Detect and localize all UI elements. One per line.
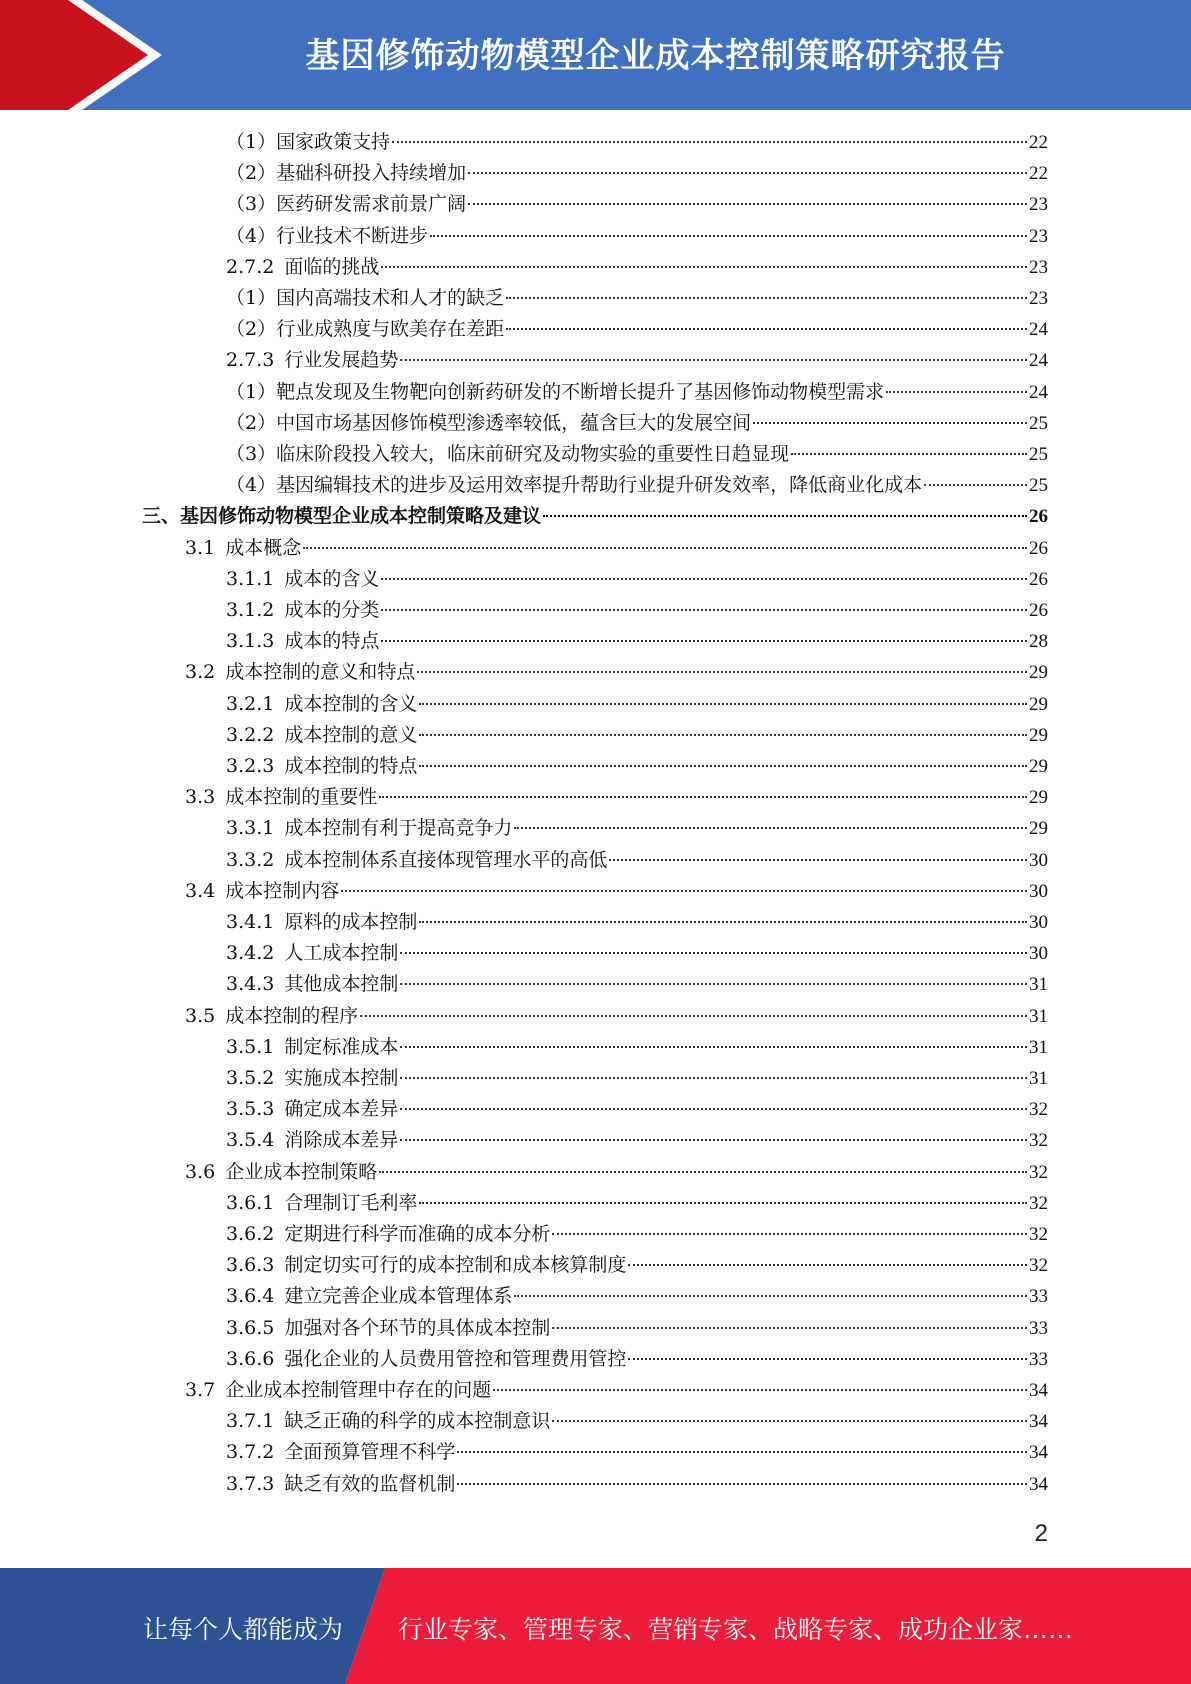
toc-entry-title: 临床阶段投入较大，临床前研究及动物实验的重要性日趋显现 (276, 443, 790, 465)
toc-entry-title: 成本控制的特点 (284, 755, 418, 777)
toc-entry-page: 31 (1029, 1068, 1048, 1089)
toc-entry-number: 3.7.3 (226, 1472, 275, 1495)
toc-entry-page: 25 (1029, 444, 1048, 465)
toc-entry[interactable] (226, 345, 1048, 376)
toc-dot-leader (609, 858, 1027, 861)
toc-entry-title: 制定切实可行的成本控制和成本核算制度 (284, 1254, 627, 1277)
toc-entry-page: 33 (1029, 1348, 1048, 1370)
toc-dot-leader (400, 1107, 1027, 1110)
toc-dot-leader (400, 951, 1027, 954)
toc-entry-page: 23 (1029, 256, 1048, 278)
toc-entry-number: 3.1.3 (226, 630, 275, 653)
toc-dot-leader (379, 795, 1027, 798)
toc-dot-leader (430, 234, 1027, 237)
toc-entry-number: 3.5.2 (226, 1067, 275, 1089)
toc-entry[interactable] (226, 283, 1048, 314)
toc-dot-leader (400, 1138, 1027, 1141)
toc-entry-title: 行业发展趋势 (284, 349, 399, 372)
toc-entry-title: 人工成本控制 (284, 942, 399, 965)
toc-entry-number: （3） (226, 443, 277, 465)
toc-entry-title: 建立完善企业成本管理体系 (284, 1285, 513, 1308)
toc-entry-number: 2.7.3 (226, 349, 275, 372)
toc-entry-title: 成本的分类 (284, 599, 380, 621)
toc-dot-leader (360, 1014, 1027, 1017)
toc-entry-page: 26 (1029, 506, 1048, 528)
toc-dot-leader (493, 1388, 1027, 1391)
toc-entry-title: 企业成本控制管理中存在的问题 (225, 1379, 492, 1401)
page-number: 2 (1034, 1520, 1048, 1547)
toc-dot-leader (419, 1201, 1027, 1204)
toc-entry-page: 26 (1029, 537, 1048, 559)
toc-entry-title: 基因编辑技术的进步及运用效率提升帮助行业提升研发效率，降低商业化成本 (276, 474, 923, 497)
toc-dot-leader (392, 140, 1027, 143)
toc-dot-leader (400, 982, 1027, 985)
toc-entry-page: 30 (1029, 849, 1048, 871)
toc-entry[interactable] (185, 1001, 1048, 1032)
toc-entry-page: 32 (1029, 1192, 1048, 1214)
toc-entry[interactable] (185, 782, 1048, 813)
toc-entry-page: 30 (1029, 943, 1048, 965)
toc-entry-number: 3.5.4 (226, 1129, 275, 1152)
toc-entry-page: 32 (1029, 1255, 1048, 1277)
toc-entry[interactable] (226, 1219, 1048, 1250)
toc-entry-page: 34 (1029, 1473, 1048, 1495)
toc-entry-number: 3.5 (185, 1004, 216, 1027)
toc-entry[interactable] (226, 1437, 1048, 1468)
toc-dot-leader (379, 1170, 1027, 1173)
toc-entry-page: 33 (1029, 1286, 1048, 1308)
toc-entry-page: 32 (1029, 1130, 1048, 1152)
toc-entry-page: 28 (1029, 631, 1048, 653)
toc-dot-leader (419, 702, 1027, 705)
toc-dot-leader (924, 483, 1027, 486)
toc-entry[interactable] (226, 314, 1048, 345)
toc-dot-leader (552, 1419, 1027, 1422)
toc-dot-leader (791, 452, 1027, 455)
toc-entry-title: 成本控制的重要性 (225, 786, 378, 809)
toc-entry-number: 3.2 (185, 661, 216, 684)
toc-entry-page: 22 (1029, 132, 1048, 153)
toc-entry-number: 3.3.1 (226, 817, 275, 840)
toc-entry-title: 成本控制的意义 (284, 723, 418, 746)
toc-entry-title: 成本控制的程序 (225, 1004, 359, 1027)
toc-entry-number: 3.3.2 (226, 848, 275, 871)
toc-entry-number: （2） (226, 162, 277, 185)
toc-entry-number: 3.6.3 (226, 1254, 275, 1277)
toc-entry[interactable] (226, 1406, 1048, 1437)
toc-entry-title: 成本控制有利于提高竞争力 (284, 817, 513, 840)
toc-entry-number: （2） (226, 318, 277, 341)
toc-entry[interactable] (226, 1032, 1048, 1063)
toc-entry-number: （3） (226, 193, 277, 216)
toc-entry-number: 3.5.1 (226, 1035, 275, 1058)
toc-entry-page: 29 (1029, 818, 1048, 840)
toc-entry[interactable] (226, 1313, 1048, 1344)
toc-entry-number: 三、 (142, 505, 181, 528)
toc-entry-title: 企业成本控制策略 (225, 1160, 378, 1183)
toc-dot-leader (341, 889, 1027, 892)
toc-entry-number: 3.6.6 (226, 1347, 275, 1370)
toc-entry-page: 33 (1029, 1317, 1048, 1339)
toc-entry-number: 3.7 (185, 1379, 216, 1401)
toc-entry-page: 22 (1029, 163, 1048, 185)
toc-entry-number: 3.6.5 (226, 1316, 275, 1339)
toc-entry-number: 3.6.2 (226, 1223, 275, 1245)
toc-entry-title: 基础科研投入持续增加 (276, 162, 467, 185)
toc-entry[interactable] (185, 876, 1048, 907)
toc-entry-number: （1） (226, 380, 277, 403)
toc-entry-title: 中国市场基因修饰模型渗透率较低，蕴含巨大的发展空间 (276, 411, 752, 434)
toc-entry-page: 23 (1029, 194, 1048, 216)
toc-entry-title: 强化企业的人员费用管控和管理费用管控 (284, 1347, 627, 1370)
footer-slogan-left: 让每个人都能成为 (143, 1615, 344, 1644)
toc-entry[interactable] (226, 751, 1048, 782)
toc-entry-title: 确定成本差异 (284, 1098, 399, 1121)
toc-entry-page: 31 (1029, 1036, 1048, 1058)
toc-entry-title: 基因修饰动物模型企业成本控制策略及建议 (180, 505, 542, 528)
toc-entry-number: 3.4.3 (226, 973, 275, 996)
toc-entry-number: 3.6.4 (226, 1285, 275, 1308)
toc-entry[interactable] (226, 907, 1048, 938)
toc-dot-leader (419, 733, 1027, 736)
toc-entry-title: 原料的成本控制 (284, 911, 418, 933)
toc-entry-page: 34 (1029, 1380, 1048, 1401)
toc-entry-number: 3.1 (185, 536, 216, 559)
toc-dot-leader (400, 1076, 1027, 1079)
toc-entry-title: 成本控制内容 (225, 879, 340, 902)
toc-entry-number: 3.4.1 (226, 911, 275, 933)
page-header (0, 0, 1191, 110)
toc-entry[interactable] (185, 1157, 1048, 1188)
toc-entry[interactable] (226, 1063, 1048, 1094)
toc-dot-leader (506, 327, 1027, 330)
toc-entry-title: 行业技术不断进步 (276, 224, 429, 247)
toc-entry-title: 缺乏有效的监督机制 (284, 1472, 456, 1495)
toc-entry-page: 29 (1029, 756, 1048, 777)
toc-entry[interactable] (226, 221, 1048, 252)
toc-entry[interactable] (226, 1125, 1048, 1156)
toc-entry-number: 3.6.1 (226, 1191, 275, 1214)
toc-entry[interactable] (226, 813, 1048, 844)
toc-entry-page: 32 (1029, 1161, 1048, 1183)
toc-dot-leader (468, 171, 1027, 174)
toc-entry[interactable] (185, 533, 1048, 564)
toc-dot-leader (506, 296, 1027, 299)
toc-entry[interactable] (226, 377, 1048, 408)
toc-entry-number: 3.2.3 (226, 755, 275, 777)
toc-dot-leader (457, 1450, 1027, 1453)
toc-entry[interactable] (226, 689, 1048, 720)
toc-entry-title: 缺乏正确的科学的成本控制意识 (284, 1410, 551, 1433)
toc-entry-number: 3.2.2 (226, 723, 275, 746)
toc-entry-number: 2.7.2 (226, 255, 275, 278)
toc-dot-leader (417, 670, 1027, 673)
toc-entry[interactable] (226, 127, 1048, 158)
toc-entry[interactable] (226, 252, 1048, 283)
toc-entry[interactable] (226, 1250, 1048, 1281)
toc-entry-page: 29 (1029, 724, 1048, 746)
toc-entry[interactable] (142, 501, 1048, 532)
toc-entry-page: 23 (1029, 225, 1048, 247)
toc-dot-leader (381, 265, 1027, 268)
report-title: 基因修饰动物模型企业成本控制策略研究报告 (305, 36, 1006, 76)
toc-dot-leader (886, 390, 1027, 393)
toc-entry-title: 消除成本差异 (284, 1129, 399, 1152)
toc-entry-page: 29 (1029, 787, 1048, 809)
toc-dot-leader (419, 764, 1027, 767)
toc-entry-title: 面临的挑战 (284, 255, 380, 278)
toc-entry-page: 29 (1029, 693, 1048, 715)
toc-entry[interactable] (226, 595, 1048, 626)
toc-entry-page: 31 (1029, 974, 1048, 996)
toc-dot-leader (419, 920, 1027, 923)
toc-dot-leader (468, 202, 1027, 205)
toc-dot-leader (400, 1045, 1027, 1048)
toc-entry[interactable] (226, 1281, 1048, 1312)
toc-entry-page: 29 (1029, 662, 1048, 684)
toc-entry-title: 成本概念 (225, 536, 302, 559)
toc-entry-page: 34 (1029, 1442, 1048, 1464)
toc-entry[interactable] (226, 1469, 1048, 1500)
toc-entry-page: 24 (1029, 381, 1048, 403)
toc-entry-page: 25 (1029, 475, 1048, 497)
toc-entry-number: （4） (226, 474, 277, 497)
toc-entry-page: 26 (1029, 568, 1048, 590)
toc-entry[interactable] (226, 408, 1048, 439)
toc-dot-leader (381, 608, 1027, 611)
toc-entry-page: 24 (1029, 319, 1048, 341)
toc-entry[interactable] (226, 969, 1048, 1000)
toc-entry-number: （1） (226, 131, 277, 153)
toc-entry-title: 成本的含义 (284, 567, 380, 590)
toc-entry[interactable] (185, 657, 1048, 688)
toc-entry-title: 成本控制的含义 (284, 692, 418, 715)
toc-entry-title: 定期进行科学而准确的成本分析 (284, 1223, 551, 1245)
toc-entry-title: 国内高端技术和人才的缺乏 (276, 287, 505, 309)
toc-entry[interactable] (226, 189, 1048, 220)
toc-entry-number: 3.1.1 (226, 567, 275, 590)
toc-entry-page: 32 (1029, 1099, 1048, 1121)
toc-entry[interactable] (226, 720, 1048, 751)
toc-entry-title: 成本控制的意义和特点 (225, 661, 416, 684)
toc-entry-title: 国家政策支持 (276, 131, 391, 153)
toc-entry-title: 成本控制体系直接体现管理水平的高低 (284, 848, 608, 871)
toc-entry-number: （4） (226, 224, 277, 247)
toc-dot-leader (552, 1326, 1027, 1329)
toc-entry-number: 3.1.2 (226, 599, 275, 621)
toc-entry[interactable] (226, 938, 1048, 969)
footer-slogan-right: 行业专家、管理专家、营销专家、战略专家、成功企业家…… (398, 1615, 1074, 1644)
toc-entry-page: 23 (1029, 288, 1048, 309)
toc-entry-title: 成本的特点 (284, 630, 380, 653)
toc-entry-page: 32 (1029, 1224, 1048, 1245)
toc-entry-page: 25 (1029, 412, 1048, 434)
toc-entry-number: 3.7.2 (226, 1441, 275, 1464)
toc-entry-number: （2） (226, 411, 277, 434)
toc-entry-page: 30 (1029, 880, 1048, 902)
toc-entry-page: 26 (1029, 600, 1048, 621)
toc-dot-leader (303, 546, 1027, 549)
toc-entry-number: 3.2.1 (226, 692, 275, 715)
toc-dot-leader (514, 1294, 1027, 1297)
toc-entry-page: 30 (1029, 912, 1048, 933)
toc-dot-leader (381, 577, 1027, 580)
toc-entry-number: 3.5.3 (226, 1098, 275, 1121)
toc-dot-leader (552, 1232, 1027, 1235)
toc-entry-title: 合理制订毛利率 (284, 1191, 418, 1214)
toc-entry[interactable] (226, 470, 1048, 501)
toc-entry-title: 靶点发现及生物靶向创新药研发的不断增长提升了基因修饰动物模型需求 (276, 380, 885, 403)
toc-entry-number: 3.6 (185, 1160, 216, 1183)
toc-entry-title: 医药研发需求前景广阔 (276, 193, 467, 216)
toc-entry-title: 制定标准成本 (284, 1035, 399, 1058)
toc-entry-title: 全面预算管理不科学 (284, 1441, 456, 1464)
toc-entry-page: 34 (1029, 1411, 1048, 1433)
toc-entry-title: 实施成本控制 (284, 1067, 399, 1089)
toc-entry[interactable] (226, 1344, 1048, 1375)
toc-entry-number: 3.3 (185, 786, 216, 809)
toc-entry[interactable] (226, 158, 1048, 189)
toc-dot-leader (628, 1357, 1027, 1360)
toc-entry[interactable] (226, 845, 1048, 876)
toc-entry-title: 其他成本控制 (284, 973, 399, 996)
page-footer (0, 1568, 1191, 1684)
toc-entry-number: 3.4.2 (226, 942, 275, 965)
toc-entry[interactable] (226, 439, 1048, 470)
toc-entry-page: 24 (1029, 350, 1048, 372)
toc-entry[interactable] (226, 564, 1048, 595)
toc-entry-number: 3.7.1 (226, 1410, 275, 1433)
toc-entry-title: 加强对各个环节的具体成本控制 (284, 1316, 551, 1339)
toc-entry-title: 行业成熟度与欧美存在差距 (276, 318, 505, 341)
toc-dot-leader (753, 421, 1027, 424)
toc-entry[interactable] (185, 1375, 1048, 1406)
toc-dot-leader (457, 1482, 1027, 1485)
toc-entry[interactable] (226, 1094, 1048, 1125)
toc-entry-number: （1） (226, 287, 277, 309)
toc-entry-number: 3.4 (185, 879, 216, 902)
toc-dot-leader (514, 826, 1027, 829)
toc-dot-leader (543, 514, 1027, 517)
toc-dot-leader (400, 358, 1027, 361)
toc-entry-page: 31 (1029, 1005, 1048, 1027)
toc-dot-leader (628, 1263, 1027, 1266)
toc-entry[interactable] (226, 1188, 1048, 1219)
toc-dot-leader (381, 639, 1027, 642)
toc-entry[interactable] (226, 626, 1048, 657)
